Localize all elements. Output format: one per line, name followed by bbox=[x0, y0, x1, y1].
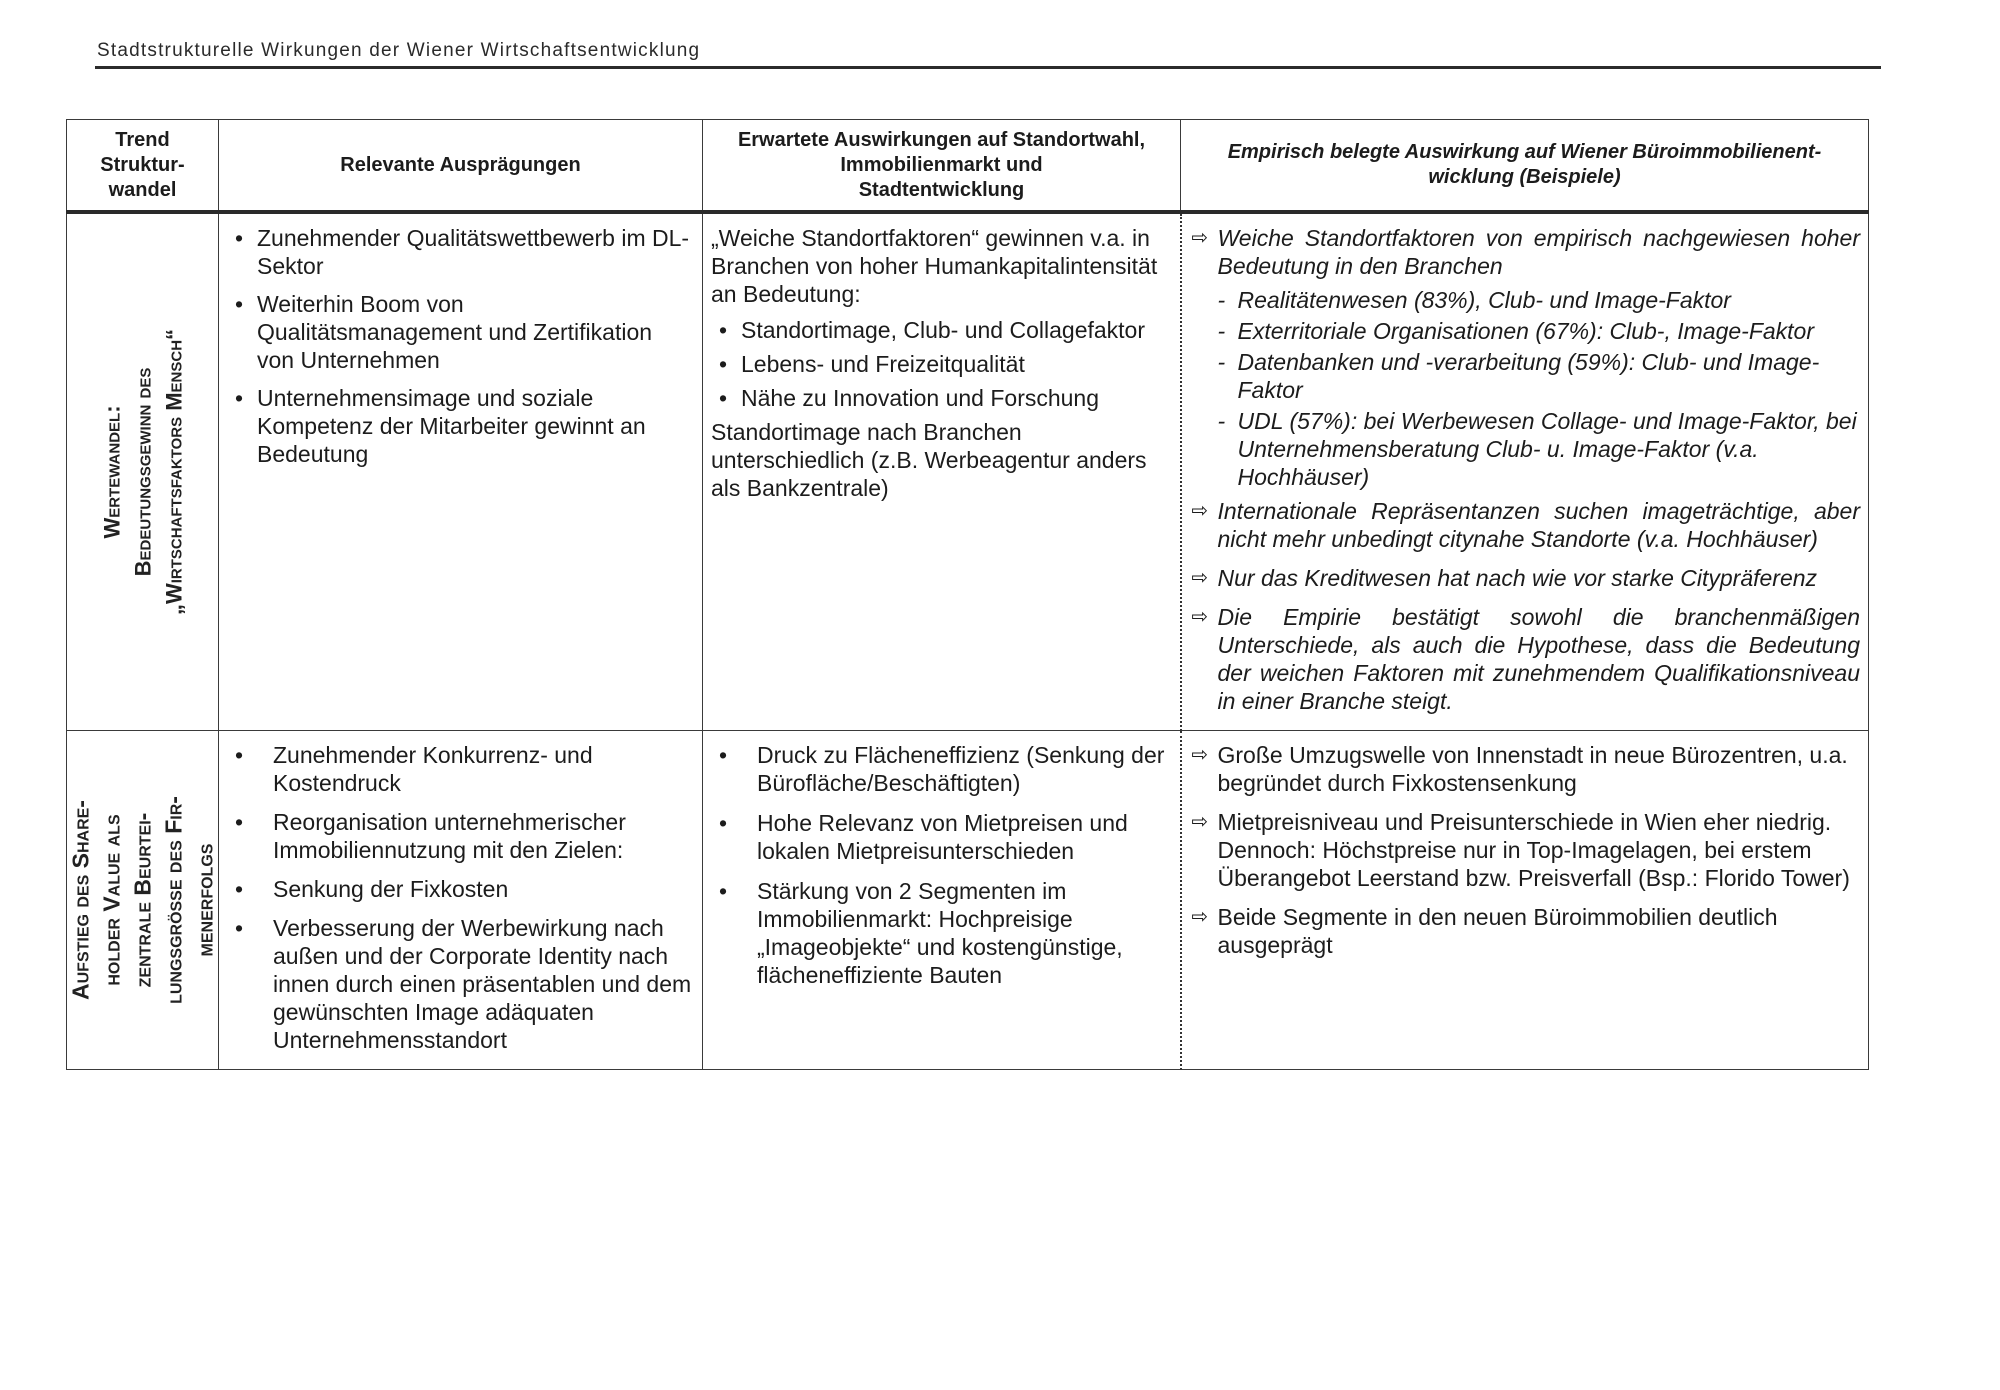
bullet-icon: • bbox=[235, 742, 244, 768]
list-item: • Standortimage, Club- und Collagefaktor bbox=[719, 317, 1146, 343]
list-item: ⇨ Beide Segmente in den neuen Büroimmobilien deutlich ausgeprägt bbox=[1191, 904, 1778, 958]
running-head-title: Stadtstrukturelle Wirkungen der Wiener Wirtschaftsentwicklung bbox=[97, 40, 701, 61]
bullet-icon: • bbox=[235, 876, 244, 902]
arrow-right-icon: ⇨ bbox=[1191, 606, 1209, 628]
bullet-icon: • bbox=[235, 225, 244, 251]
erwartet-outro: Standortimage nach Branchen unterschiedlich (z.B. Werbeagentur anders als Bankzentrale) bbox=[711, 419, 1147, 501]
bullet-icon: • bbox=[719, 742, 728, 768]
arrow-right-icon: ⇨ bbox=[1191, 811, 1209, 833]
auspraegungen-list bbox=[227, 224, 694, 468]
trend-label-wertewandel: Wertewandel: Bedeutungsgewinn des „Wirtschaftsfaktors Mensch“ bbox=[99, 328, 186, 616]
branchen-list bbox=[1192, 286, 1861, 491]
arrow-right-icon: ⇨ bbox=[1191, 567, 1209, 589]
erwartet-list bbox=[711, 741, 1172, 989]
column-header-auspraegungen: Relevante Ausprägungen bbox=[219, 120, 703, 213]
dash-icon: - bbox=[1217, 408, 1226, 434]
bullet-icon: • bbox=[719, 317, 728, 343]
dash-icon: - bbox=[1217, 318, 1226, 344]
arrow-right-icon: ⇨ bbox=[1191, 227, 1209, 249]
auspraegungen-cell bbox=[219, 212, 703, 731]
bullet-icon: • bbox=[719, 351, 728, 377]
arrow-right-icon: ⇨ bbox=[1191, 906, 1209, 928]
erwartete-auswirkungen-cell bbox=[703, 731, 1181, 1070]
trend-cell-shareholder-value bbox=[67, 731, 219, 1070]
header-rule bbox=[95, 66, 1881, 69]
table-header-row bbox=[67, 120, 1869, 213]
empirische-auswirkung-cell bbox=[1181, 212, 1869, 731]
erwartet-list bbox=[711, 316, 1172, 412]
trend-table bbox=[66, 119, 1869, 1070]
bullet-icon: • bbox=[719, 810, 728, 836]
column-header-empirische-auswirkung: Empirisch belegte Auswirkung auf Wiener Büroimmobilienent- wicklung (Beispiele) bbox=[1181, 120, 1869, 213]
list-item: • Zunehmender Qualitätswettbewerb im DL-Sektor bbox=[235, 225, 690, 279]
list-item: - UDL (57%): bei Werbewesen Collage- und Image-Faktor, bei Unternehmensberatung Club- u. Image-Faktor (v.a. Hochhäuser) bbox=[1217, 408, 1857, 490]
arrow-right-icon: ⇨ bbox=[1191, 744, 1209, 766]
list-item: • Weiterhin Boom von Qualitätsmanagement und Zertifikation von Unternehmen bbox=[235, 291, 653, 373]
bullet-icon: • bbox=[235, 291, 244, 317]
bullet-icon: • bbox=[235, 809, 244, 835]
erwartet-intro: „Weiche Standortfaktoren“ gewinnen v.a. in Branchen von hoher Humankapitalintensität an Bedeutung: bbox=[711, 225, 1158, 307]
bullet-icon: • bbox=[235, 915, 244, 941]
bullet-icon: • bbox=[719, 878, 728, 904]
erwartete-auswirkungen-cell bbox=[703, 212, 1181, 731]
table-row bbox=[67, 731, 1869, 1070]
list-item: ⇨ Die Empirie bestätigt sowohl die branchenmäßigen Unterschiede, als auch die Hypothese, dass die Bedeutung der weichen Faktoren mit zunehmendem Qualifikationsniveau in einer Branche steigt. bbox=[1191, 604, 1860, 714]
list-item: • Senkung der Fixkosten bbox=[235, 876, 509, 902]
column-header-trend: Trend Struktur- wandel bbox=[67, 120, 219, 213]
arrow-right-icon: ⇨ bbox=[1191, 500, 1209, 522]
list-item: ⇨ Mietpreisniveau und Preisunterschiede in Wien eher niedrig. Dennoch: Höchstpreise nur in Top-Imagelagen, bei erstem Überangebot Leerstand bzw. Preisverfall (Bsp.: Florido Tower) bbox=[1191, 809, 1850, 891]
column-header-erwartete-auswirkungen: Erwartete Auswirkungen auf Standortwahl, Immobilienmarkt und Stadtentwicklung bbox=[703, 120, 1181, 213]
list-item: - Datenbanken und -verarbeitung (59%): Club- und Image-Faktor bbox=[1217, 349, 1820, 403]
list-item: • Verbesserung der Werbewirkung nach außen und der Corporate Identity nach innen durch einen präsentablen und dem gewünschten Image adäquaten Unternehmensstandort bbox=[235, 915, 692, 1053]
bullet-icon: • bbox=[719, 385, 728, 411]
bullet-icon: • bbox=[235, 385, 244, 411]
list-item: ⇨ Internationale Repräsentanzen suchen imageträchtige, aber nicht mehr unbedingt citynahe Standorte (v.a. Hochhäuser) bbox=[1191, 498, 1860, 552]
list-item: • Stärkung von 2 Segmenten im Immobilienmarkt: Hochpreisige „Imageobjekte“ und kostengünstige, flächeneffiziente Bauten bbox=[719, 878, 1123, 988]
list-item: ⇨ Weiche Standortfaktoren von empirisch nachgewiesen hoher Bedeutung in den Branchen bbox=[1191, 225, 1860, 279]
list-item: • Druck zu Flächeneffizienz (Senkung der Bürofläche/Beschäftigten) bbox=[719, 742, 1165, 796]
list-item: - Realitätenwesen (83%), Club- und Image-Faktor bbox=[1217, 287, 1731, 313]
dash-icon: - bbox=[1217, 349, 1226, 375]
list-item: ⇨ Große Umzugswelle von Innenstadt in neue Bürozentren, u.a. begründet durch Fixkostensenkung bbox=[1191, 742, 1848, 796]
list-item: • Hohe Relevanz von Mietpreisen und lokalen Mietpreisunterschieden bbox=[719, 810, 1128, 864]
auspraegungen-list bbox=[227, 741, 694, 1054]
trend-cell-wertewandel bbox=[67, 212, 219, 731]
list-item: • Lebens- und Freizeitqualität bbox=[719, 351, 1025, 377]
empirische-auswirkung-cell bbox=[1181, 731, 1869, 1070]
auspraegungen-cell bbox=[219, 731, 703, 1070]
list-item: ⇨ Nur das Kreditwesen hat nach wie vor starke Citypräferenz bbox=[1191, 565, 1818, 591]
list-item: • Reorganisation unternehmerischer Immobiliennutzung mit den Zielen: bbox=[235, 809, 626, 863]
list-item: • Zunehmender Konkurrenz- und Kostendruck bbox=[235, 742, 593, 796]
list-item: - Exterritoriale Organisationen (67%): Club-, Image-Faktor bbox=[1217, 318, 1815, 344]
table-row bbox=[67, 212, 1869, 731]
dash-icon: - bbox=[1217, 287, 1226, 313]
trend-label-shareholder-value: Aufstieg des Share- holder Value als zentrale Beurtei- lungsgrösse des Fir- menerfolgs bbox=[67, 796, 217, 1004]
list-item: • Nähe zu Innovation und Forschung bbox=[719, 385, 1100, 411]
list-item: • Unternehmensimage und soziale Kompetenz der Mitarbeiter gewinnt an Bedeutung bbox=[235, 385, 646, 467]
